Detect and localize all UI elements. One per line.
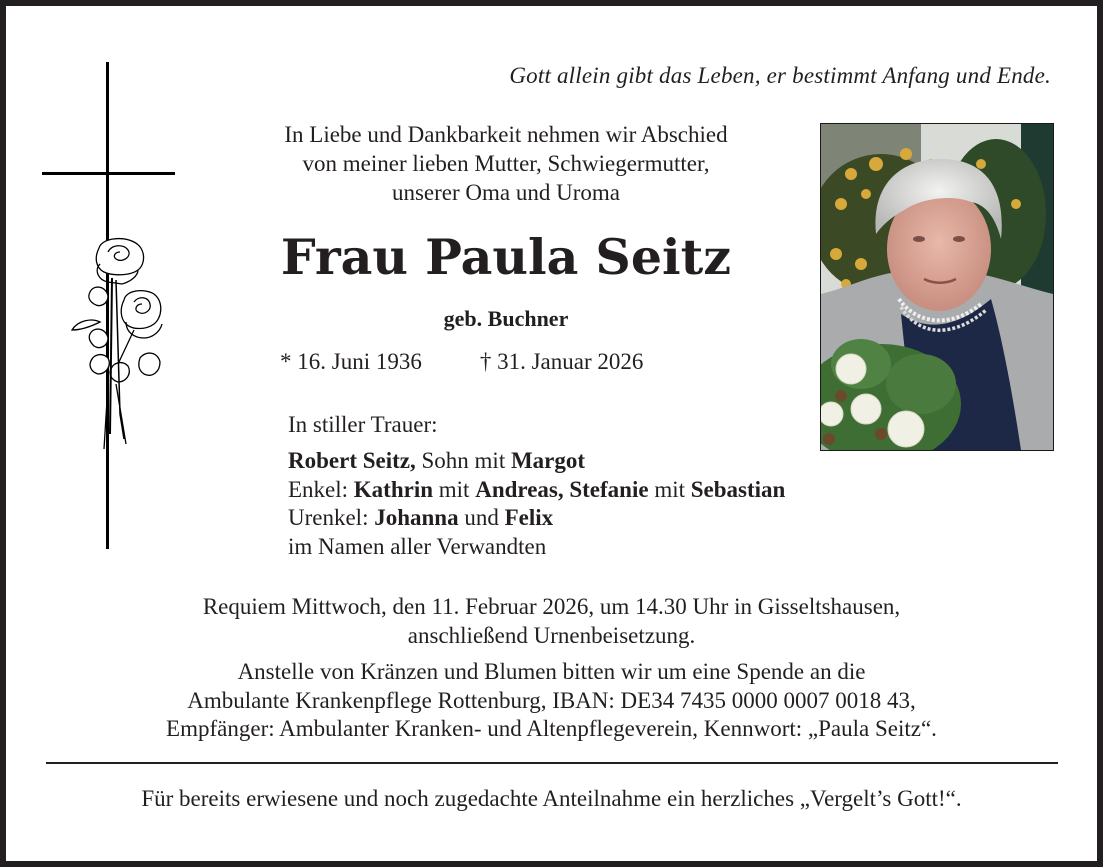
obituary-card (6, 6, 1097, 861)
mourner-name: Kathrin (353, 476, 434, 502)
mourner-name: Andreas, Stefanie (475, 476, 649, 502)
donation-info (6, 658, 1097, 744)
mourner-text: Sohn mit (415, 448, 511, 473)
mourner-name: Margot (510, 448, 586, 473)
birth-date: * 16. Juni 1936 (280, 349, 422, 374)
requiem-line: Requiem Mittwoch, den 11. Februar 2026, um 14.30 Uhr in Gisseltshausen, (202, 594, 901, 619)
donation-line: Anstelle von Kränzen und Blumen bitten wir um eine Spende an die (237, 659, 866, 684)
mourner-text: mit (648, 476, 691, 502)
donation-line: Ambulante Krankenpflege Rottenburg, IBAN: DE34 7435 0000 0007 0018 43, (187, 687, 916, 713)
mourner-line (288, 533, 785, 562)
divider (46, 762, 1058, 764)
intro-line: unserer Oma und Uroma (391, 180, 620, 205)
mourner-name: Robert Seitz, (288, 448, 416, 473)
roses-icon (64, 234, 174, 449)
mourner-text: und (458, 505, 505, 530)
mourner-line (288, 476, 785, 505)
maiden-name: geb. Buchner (443, 306, 569, 331)
mourners-list (288, 447, 785, 561)
life-dates (280, 349, 643, 375)
donation-line: Empfänger: Ambulanter Kranken- und Altenpflegeverein, Kennwort: „Paula Seitz“. (166, 716, 937, 741)
mourner-name: Sebastian (690, 476, 786, 502)
deceased-name: Frau Paula Seitz (280, 228, 732, 286)
mourning-label: In stiller Trauer: (288, 412, 438, 437)
mourner-name: Felix (504, 505, 554, 530)
intro-line: In Liebe und Dankbarkeit nehmen wir Abschied (284, 122, 728, 147)
mourner-text: Urenkel: (288, 505, 375, 530)
portrait-photo (820, 123, 1054, 451)
requiem-line: anschließend Urnenbeisetzung. (407, 622, 696, 648)
intro-line: von meiner lieben Mutter, Schwiegermutter, (302, 151, 710, 176)
mourner-text: Enkel: (288, 476, 354, 502)
intro-text (196, 120, 816, 207)
thanks-text: Für bereits erwiesene und noch zugedachte Anteilnahme ein herzliches „Vergelt’s Gott!“. (141, 786, 962, 811)
death-date: † 31. Januar 2026 (479, 349, 644, 374)
mourner-line (288, 504, 785, 533)
requiem-info (6, 593, 1097, 650)
mourner-text: mit (433, 476, 476, 502)
mourner-line (288, 447, 785, 476)
mourner-name: Johanna (374, 505, 459, 530)
mourner-text: im Namen aller Verwandten (288, 533, 547, 559)
motto: Gott allein gibt das Leben, er bestimmt Anfang und Ende. (509, 63, 1051, 88)
